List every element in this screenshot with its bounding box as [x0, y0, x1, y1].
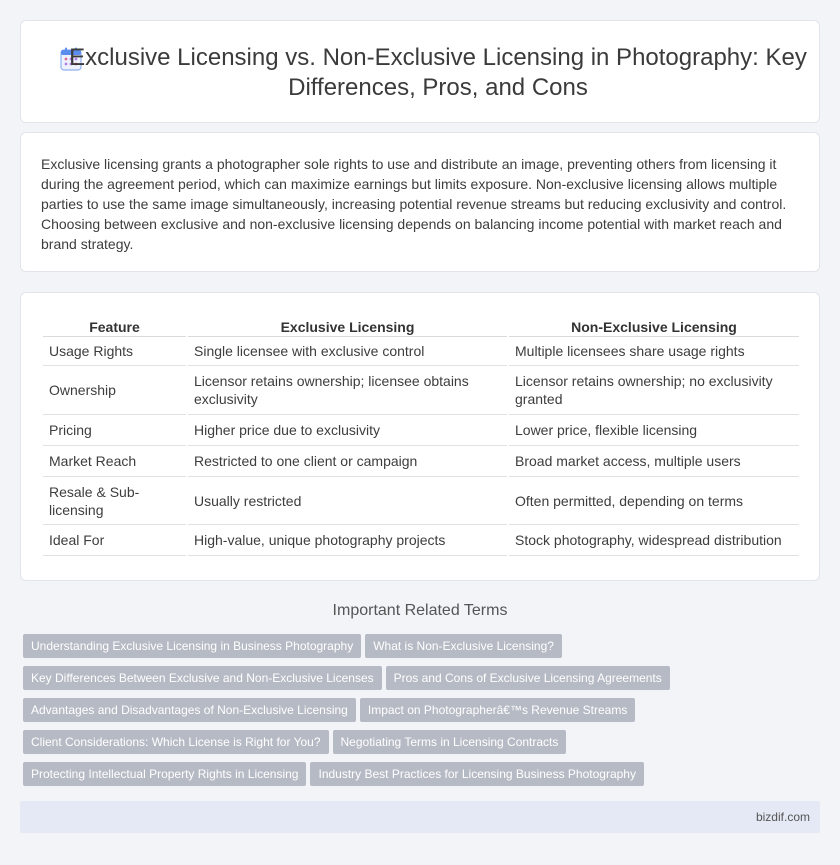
cell-non-exclusive: Multiple licensees share usage rights: [509, 337, 799, 366]
cell-exclusive: Licensor retains ownership; licensee obtains exclusivity: [188, 366, 507, 415]
site-name[interactable]: bizdif.com: [755, 810, 810, 824]
related-term-link[interactable]: Pros and Cons of Exclusive Licensing Agreements: [386, 666, 670, 690]
related-term-link[interactable]: Key Differences Between Exclusive and Non-Exclusive Licenses: [23, 666, 382, 690]
cell-feature: Market Reach: [43, 446, 186, 477]
related-terms-heading: Important Related Terms: [332, 602, 508, 619]
cell-non-exclusive: Lower price, flexible licensing: [509, 415, 799, 446]
table-row: [43, 337, 799, 366]
cell-non-exclusive: Stock photography, widespread distribution: [509, 525, 799, 556]
cell-feature: Ideal For: [43, 525, 186, 556]
header-feature: Feature: [43, 315, 186, 337]
cell-exclusive: High-value, unique photography projects: [188, 525, 507, 556]
header-non-exclusive: Non-Exclusive Licensing: [509, 315, 799, 337]
related-term-link[interactable]: Client Considerations: Which License is Right for You?: [23, 730, 329, 754]
related-term-link[interactable]: Advantages and Disadvantages of Non-Exclusive Licensing: [23, 698, 356, 722]
header-exclusive: Exclusive Licensing: [188, 315, 507, 337]
page-title: Exclusive Licensing vs. Non-Exclusive Licensing in Photography: Key Differences, Pros, and Cons: [69, 44, 807, 101]
title-card: [20, 20, 820, 123]
related-term-link[interactable]: What is Non-Exclusive Licensing?: [365, 634, 562, 658]
cell-feature: Usage Rights: [43, 337, 186, 366]
comparison-table: [41, 315, 801, 556]
cell-feature: Pricing: [43, 415, 186, 446]
cell-exclusive: Restricted to one client or campaign: [188, 446, 507, 477]
cell-exclusive: Higher price due to exclusivity: [188, 415, 507, 446]
related-term-link[interactable]: Understanding Exclusive Licensing in Business Photography: [23, 634, 361, 658]
cell-feature: Resale & Sub-licensing: [43, 477, 186, 525]
comparison-card: [20, 292, 820, 581]
related-term-link[interactable]: Protecting Intellectual Property Rights in Licensing: [23, 762, 306, 786]
related-terms-list: [23, 634, 823, 794]
related-term-link[interactable]: Impact on Photographerâ€™s Revenue Streams: [360, 698, 635, 722]
table-row: [43, 446, 799, 477]
cell-exclusive: Single licensee with exclusive control: [188, 337, 507, 366]
related-term-link[interactable]: Negotiating Terms in Licensing Contracts: [333, 730, 567, 754]
cell-feature: Ownership: [43, 366, 186, 415]
related-term-link[interactable]: Industry Best Practices for Licensing Business Photography: [310, 762, 644, 786]
footer: [20, 801, 820, 833]
cell-exclusive: Usually restricted: [188, 477, 507, 525]
cell-non-exclusive: Licensor retains ownership; no exclusivity granted: [509, 366, 799, 415]
table-row: [43, 366, 799, 415]
intro-card: [20, 132, 820, 272]
cell-non-exclusive: Often permitted, depending on terms: [509, 477, 799, 525]
intro-paragraph: Exclusive licensing grants a photographer sole rights to use and distribute an image, preventing others from licensing it during the agreement period, which can maximize earnings but limits exposure. Non-exclusive licensing allows multiple parties to use the same image simultaneously, increasing potential revenue streams but reducing exclusivity and control. Choosing between exclusive and non-exclusive licensing depends on balancing income potential with market reach and brand strategy.: [41, 156, 787, 252]
table-row: [43, 525, 799, 556]
table-row: [43, 415, 799, 446]
table-row: [43, 477, 799, 525]
table-header-row: [43, 315, 799, 337]
cell-non-exclusive: Broad market access, multiple users: [509, 446, 799, 477]
